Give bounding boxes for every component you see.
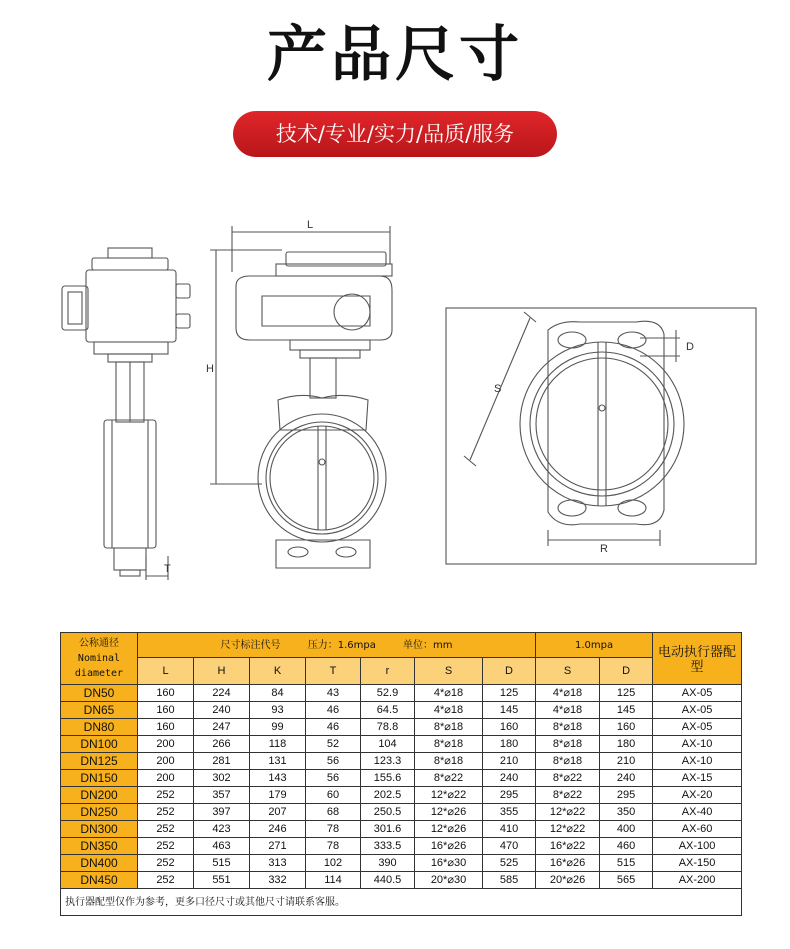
table-cell: 56 <box>306 753 361 770</box>
table-cell: 585 <box>483 872 536 889</box>
table-cell: 240 <box>194 702 250 719</box>
table-cell: 200 <box>138 770 194 787</box>
table-cell: 52.9 <box>361 685 415 702</box>
table-cell: 131 <box>250 753 306 770</box>
col-header: T <box>306 658 361 685</box>
table-cell: 16*⌀26 <box>536 855 600 872</box>
table-cell: 8*⌀18 <box>536 719 600 736</box>
table-cell: 60 <box>306 787 361 804</box>
table-cell: 210 <box>483 753 536 770</box>
col-header: K <box>250 658 306 685</box>
table-cell: 180 <box>600 736 653 753</box>
actuator-model-cell: AX-40 <box>653 804 742 821</box>
col-header: D <box>483 658 536 685</box>
table-row <box>61 736 742 753</box>
table-cell: 250.5 <box>361 804 415 821</box>
table-cell: 252 <box>138 838 194 855</box>
table-cell: 8*⌀18 <box>536 736 600 753</box>
table-cell: 224 <box>194 685 250 702</box>
table-cell: 463 <box>194 838 250 855</box>
table-cell: 20*⌀26 <box>536 872 600 889</box>
pressure-10-label: 1.0mpa <box>575 639 614 651</box>
table-cell: 515 <box>600 855 653 872</box>
col-header: L <box>138 658 194 685</box>
actuator-model-cell: AX-150 <box>653 855 742 872</box>
dim-label-L: L <box>307 219 314 231</box>
actuator-header: 电动执行器配型 <box>653 633 742 685</box>
table-row <box>61 872 742 889</box>
table-cell: 295 <box>483 787 536 804</box>
table-cell: 247 <box>194 719 250 736</box>
table-cell: 350 <box>600 804 653 821</box>
table-cell: 12*⌀26 <box>415 821 483 838</box>
actuator-model-cell: AX-05 <box>653 702 742 719</box>
table-cell: 104 <box>361 736 415 753</box>
table-row <box>61 855 742 872</box>
side-view-drawing <box>62 248 190 580</box>
table-cell: 84 <box>250 685 306 702</box>
table-cell: 470 <box>483 838 536 855</box>
table-cell: 4*⌀18 <box>536 685 600 702</box>
table-cell: 333.5 <box>361 838 415 855</box>
table-cell: 78.8 <box>361 719 415 736</box>
table-body <box>61 685 742 889</box>
table-cell: 565 <box>600 872 653 889</box>
table-cell: 160 <box>138 685 194 702</box>
table-cell: 252 <box>138 872 194 889</box>
table-cell: 295 <box>600 787 653 804</box>
dims-label: 尺寸标注代号 <box>220 639 281 651</box>
table-cell: 125 <box>483 685 536 702</box>
table-row <box>61 770 742 787</box>
table-cell: 252 <box>138 855 194 872</box>
dim-label-T: T <box>164 563 171 575</box>
table-cell: 16*⌀26 <box>415 838 483 855</box>
unit-label: 单位：mm <box>403 639 453 651</box>
col-header: r <box>361 658 415 685</box>
table-cell: 155.6 <box>361 770 415 787</box>
table-cell: 4*⌀18 <box>415 685 483 702</box>
table-cell: 400 <box>600 821 653 838</box>
table-cell: 525 <box>483 855 536 872</box>
table-cell: 252 <box>138 821 194 838</box>
actuator-model-cell: AX-10 <box>653 753 742 770</box>
nominal-size-cell: DN100 <box>61 736 138 753</box>
col-header: S <box>415 658 483 685</box>
nominal-size-cell: DN65 <box>61 702 138 719</box>
table-cell: 313 <box>250 855 306 872</box>
table-cell: 160 <box>600 719 653 736</box>
table-cell: 202.5 <box>361 787 415 804</box>
table-cell: 390 <box>361 855 415 872</box>
table-cell: 143 <box>250 770 306 787</box>
nominal-size-cell: DN50 <box>61 685 138 702</box>
table-cell: 410 <box>483 821 536 838</box>
detail-view-drawing <box>446 308 756 564</box>
table-cell: 301.6 <box>361 821 415 838</box>
front-view-drawing <box>210 226 392 568</box>
table-cell: 8*⌀22 <box>536 770 600 787</box>
table-cell: 551 <box>194 872 250 889</box>
table-cell: 160 <box>138 702 194 719</box>
table-header-row-1 <box>61 633 742 658</box>
nominal-size-cell: DN350 <box>61 838 138 855</box>
table-cell: 200 <box>138 736 194 753</box>
table-cell: 8*⌀18 <box>415 719 483 736</box>
table-cell: 355 <box>483 804 536 821</box>
table-cell: 281 <box>194 753 250 770</box>
nominal-size-cell: DN300 <box>61 821 138 838</box>
table-cell: 145 <box>600 702 653 719</box>
nominal-size-cell: DN250 <box>61 804 138 821</box>
table-cell: 12*⌀22 <box>415 787 483 804</box>
table-row <box>61 787 742 804</box>
actuator-model-cell: AX-200 <box>653 872 742 889</box>
table-cell: 12*⌀22 <box>536 804 600 821</box>
dim-label-S: S <box>494 383 502 395</box>
table-row <box>61 685 742 702</box>
table-cell: 4*⌀18 <box>415 702 483 719</box>
table-cell: 160 <box>138 719 194 736</box>
table-cell: 210 <box>600 753 653 770</box>
table-cell: 271 <box>250 838 306 855</box>
table-cell: 460 <box>600 838 653 855</box>
nominal-size-cell: DN125 <box>61 753 138 770</box>
nominal-size-cell: DN80 <box>61 719 138 736</box>
table-cell: 252 <box>138 787 194 804</box>
table-cell: 93 <box>250 702 306 719</box>
table-cell: 46 <box>306 719 361 736</box>
table-cell: 357 <box>194 787 250 804</box>
table-cell: 4*⌀18 <box>536 702 600 719</box>
table-cell: 123.3 <box>361 753 415 770</box>
table-cell: 240 <box>483 770 536 787</box>
col-header: H <box>194 658 250 685</box>
table-cell: 102 <box>306 855 361 872</box>
nominal-header-cn: 公称通径 <box>79 638 119 649</box>
col-header: D <box>600 658 653 685</box>
table-cell: 8*⌀18 <box>415 753 483 770</box>
dimension-spec-table <box>60 632 742 916</box>
table-cell: 440.5 <box>361 872 415 889</box>
table-note: 执行器配型仅作为参考，更多口径尺寸或其他尺寸请联系客服。 <box>61 889 742 916</box>
dim-label-R: R <box>600 543 608 555</box>
table-cell: 12*⌀22 <box>536 821 600 838</box>
table-cell: 8*⌀18 <box>536 753 600 770</box>
table-cell: 8*⌀22 <box>536 787 600 804</box>
table-cell: 16*⌀22 <box>536 838 600 855</box>
table-cell: 12*⌀26 <box>415 804 483 821</box>
table-cell: 207 <box>250 804 306 821</box>
table-cell: 125 <box>600 685 653 702</box>
table-cell: 78 <box>306 838 361 855</box>
dim-label-D: D <box>686 341 694 353</box>
actuator-model-cell: AX-05 <box>653 685 742 702</box>
table-cell: 145 <box>483 702 536 719</box>
pressure-16-header <box>138 633 536 658</box>
table-row <box>61 821 742 838</box>
table-cell: 56 <box>306 770 361 787</box>
table-cell: 16*⌀30 <box>415 855 483 872</box>
actuator-model-cell: AX-10 <box>653 736 742 753</box>
table-cell: 43 <box>306 685 361 702</box>
table-cell: 78 <box>306 821 361 838</box>
table-row <box>61 753 742 770</box>
table-cell: 52 <box>306 736 361 753</box>
actuator-model-cell: AX-60 <box>653 821 742 838</box>
table-cell: 160 <box>483 719 536 736</box>
actuator-model-cell: AX-05 <box>653 719 742 736</box>
table-cell: 252 <box>138 804 194 821</box>
nominal-size-cell: DN150 <box>61 770 138 787</box>
table-cell: 397 <box>194 804 250 821</box>
actuator-model-cell: AX-15 <box>653 770 742 787</box>
actuator-model-cell: AX-20 <box>653 787 742 804</box>
table-cell: 8*⌀22 <box>415 770 483 787</box>
table-cell: 68 <box>306 804 361 821</box>
table-row <box>61 838 742 855</box>
table-cell: 179 <box>250 787 306 804</box>
note-row <box>61 889 742 916</box>
dim-label-H: H <box>206 363 214 375</box>
table-cell: 332 <box>250 872 306 889</box>
table-cell: 266 <box>194 736 250 753</box>
table-cell: 8*⌀18 <box>415 736 483 753</box>
table-cell: 114 <box>306 872 361 889</box>
table-cell: 46 <box>306 702 361 719</box>
page-title: 产品尺寸 <box>267 20 523 90</box>
table-cell: 118 <box>250 736 306 753</box>
table-cell: 64.5 <box>361 702 415 719</box>
nominal-header-en: Nominal diameter <box>74 653 124 679</box>
table-row <box>61 804 742 821</box>
nominal-size-cell: DN450 <box>61 872 138 889</box>
table-cell: 180 <box>483 736 536 753</box>
table-row <box>61 719 742 736</box>
pressure-10-header <box>536 633 653 658</box>
col-header: S <box>536 658 600 685</box>
nominal-size-cell: DN400 <box>61 855 138 872</box>
pressure-16-label: 压力：1.6mpa <box>307 639 376 651</box>
table-cell: 99 <box>250 719 306 736</box>
table-row <box>61 702 742 719</box>
table-cell: 515 <box>194 855 250 872</box>
table-cell: 240 <box>600 770 653 787</box>
tagline-badge: 技术/专业/实力/品质/服务 <box>233 111 557 157</box>
table-cell: 20*⌀30 <box>415 872 483 889</box>
table-cell: 302 <box>194 770 250 787</box>
table-cell: 200 <box>138 753 194 770</box>
actuator-model-cell: AX-100 <box>653 838 742 855</box>
nominal-diameter-header <box>61 633 138 685</box>
table-cell: 246 <box>250 821 306 838</box>
technical-drawing <box>0 200 790 600</box>
table-header-row-2 <box>61 658 742 685</box>
nominal-size-cell: DN200 <box>61 787 138 804</box>
table-cell: 423 <box>194 821 250 838</box>
